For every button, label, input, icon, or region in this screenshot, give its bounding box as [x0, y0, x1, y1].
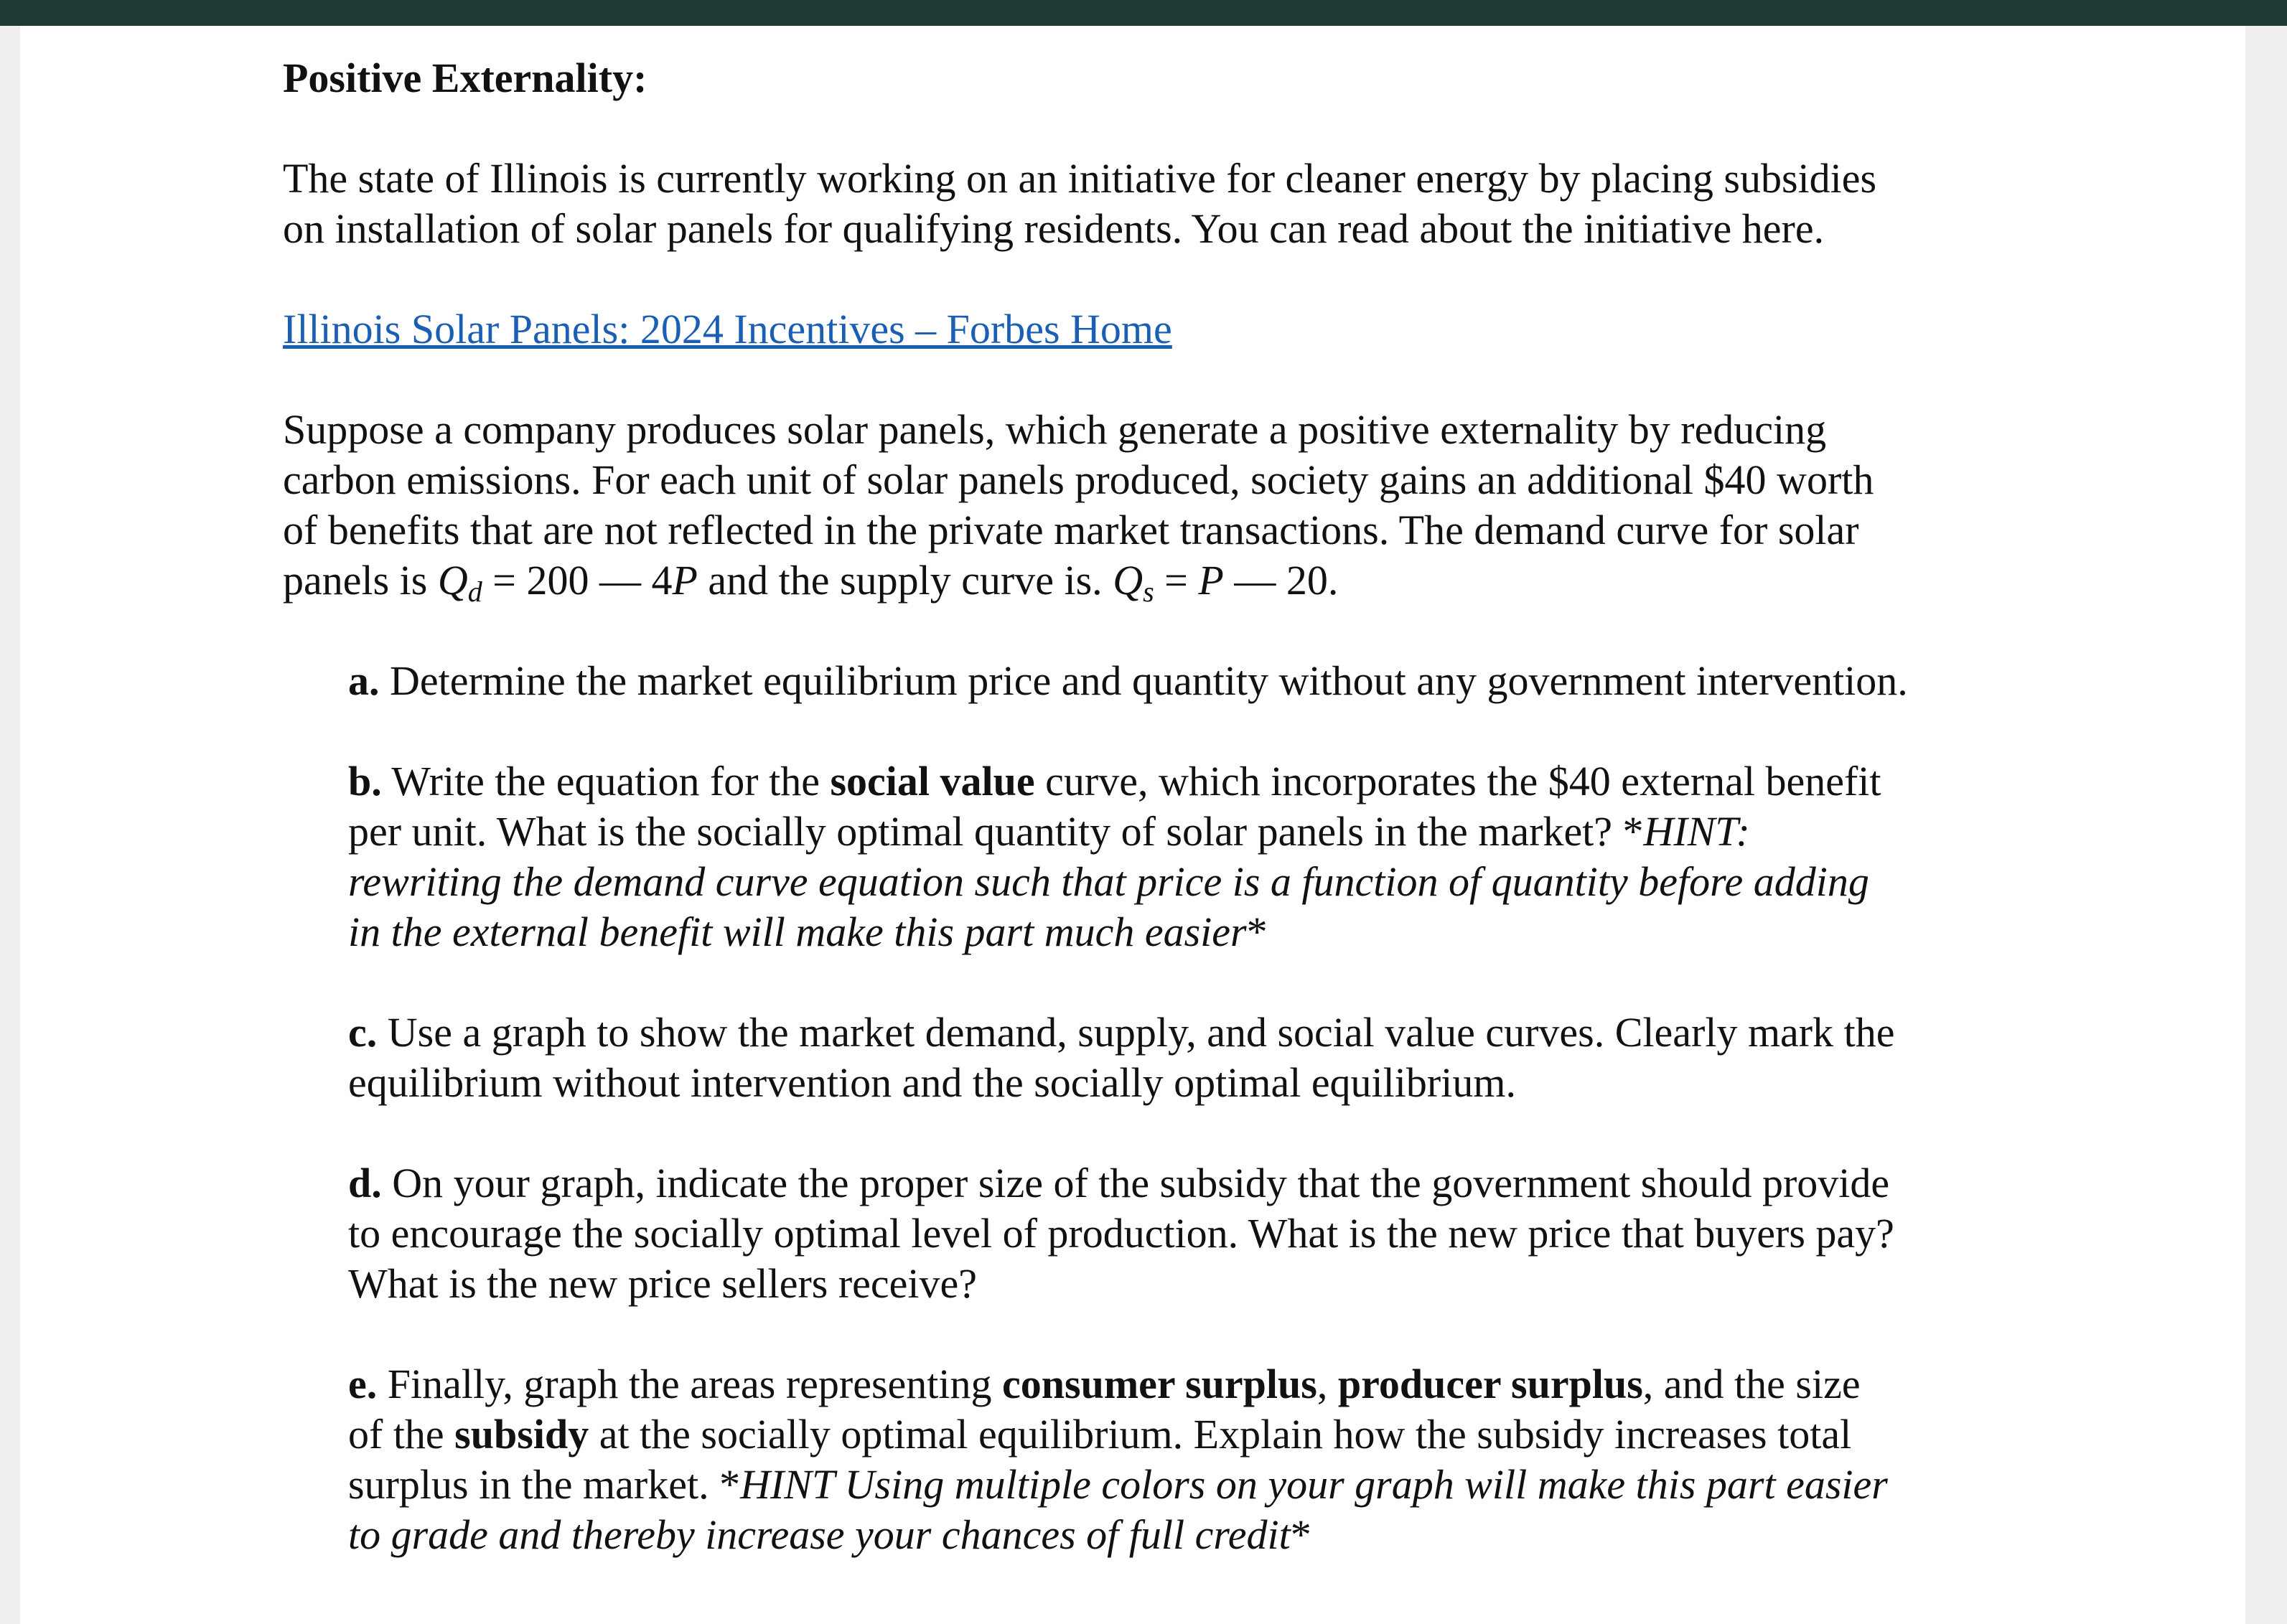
section-heading: Positive Externality: [283, 55, 647, 101]
question-c-line-2: equilibrium without intervention and the socially optimal equilibrium. [348, 1059, 1516, 1106]
question-e-label: e. [348, 1361, 378, 1407]
question-b-hint-label: HINT: [1643, 808, 1750, 855]
supply-subscript: s [1143, 576, 1154, 608]
question-d-line-2: to encourage the socially optimal level of production. What is the new price that buyers pay? [348, 1210, 1894, 1257]
intro-line-1: The state of Illinois is currently working on an initiative for cleaner energy by placing subsidies [283, 155, 1877, 202]
window-top-bar [0, 0, 2287, 26]
question-e-line-2-b: at the socially optimal equilibrium. Explain how the subsidy increases total [589, 1411, 1852, 1458]
forbes-article-link[interactable]: Illinois Solar Panels: 2024 Incentives – Forbes Home [283, 306, 1172, 352]
question-e-text-2: , [1316, 1361, 1338, 1407]
question-e-hint-line-4: to grade and thereby increase your chances of full credit [348, 1511, 1291, 1558]
demand-price-variable: P [672, 557, 698, 604]
question-c-line-1: Use a graph to show the market demand, supply, and social value curves. Clearly mark the [377, 1009, 1895, 1056]
question-a-text: Determine the market equilibrium price and quantity without any government intervention. [379, 657, 1908, 704]
question-e-bold-subsidy: subsidy [454, 1411, 589, 1458]
question-b-hint-line-4: in the external benefit will make this part much easier [348, 909, 1247, 955]
scenario-line-2: carbon emissions. For each unit of solar panels produced, society gains an additional $40 worth [283, 456, 1874, 503]
question-d-line-1: On your graph, indicate the proper size of the subsidy that the government should provide [381, 1160, 1890, 1206]
question-e-text-3: , and the size [1642, 1361, 1861, 1407]
question-b-text-1: Write the equation for the [381, 758, 831, 804]
question-e-bold-consumer-surplus: consumer surplus [1002, 1361, 1317, 1407]
supply-equation-a: = [1154, 557, 1199, 604]
question-d-line-3: What is the new price sellers receive? [348, 1260, 978, 1307]
document-page [20, 26, 2245, 1624]
demand-variable: Q [437, 557, 468, 604]
question-b-text-2: curve, which incorporates the $40 external benefit [1034, 758, 1881, 804]
question-e-bold-producer-surplus: producer surplus [1337, 1361, 1643, 1407]
supply-equation-b: — 20. [1223, 557, 1339, 604]
question-b-hint-line-3: rewriting the demand curve equation such that price is a function of quantity before adding [348, 858, 1869, 905]
question-c [283, 1008, 2049, 1108]
scenario-line-4-mid: and the supply curve is. [697, 557, 1113, 604]
demand-equation: = 200 — 4 [482, 557, 673, 604]
question-d [283, 1158, 2049, 1309]
supply-price-variable: P [1198, 557, 1224, 604]
question-e [283, 1359, 2049, 1560]
scenario-line-4-start: panels is [283, 557, 438, 604]
question-b-bold-term: social value [830, 758, 1035, 804]
scenario-line-1: Suppose a company produces solar panels, which generate a positive externality by reducing [283, 406, 1827, 453]
intro-paragraph [283, 154, 2049, 254]
question-e-line-3-a: surplus in the market. * [348, 1461, 741, 1508]
question-d-label: d. [348, 1160, 382, 1206]
document-content [283, 53, 2049, 1610]
scenario-line-3: of benefits that are not reflected in the private market transactions. The demand curve for solar [283, 507, 1859, 553]
question-a-label: a. [348, 657, 380, 704]
question-a [283, 656, 2049, 706]
question-e-line-2-a: of the [348, 1411, 455, 1458]
question-e-hint-line-3: HINT Using multiple colors on your graph will make this part easier [740, 1461, 1888, 1508]
scenario-paragraph [283, 405, 2049, 606]
question-e-hint-end: * [1290, 1511, 1311, 1558]
supply-variable: Q [1113, 557, 1144, 604]
question-e-text-1: Finally, graph the areas representing [377, 1361, 1003, 1407]
question-c-label: c. [348, 1009, 378, 1056]
question-b-hint-end: * [1246, 909, 1268, 955]
demand-subscript: d [467, 576, 482, 608]
question-b-label: b. [348, 758, 382, 804]
intro-line-2: on installation of solar panels for qualifying residents. You can read about the initiative here. [283, 205, 1825, 252]
question-b-line-2: per unit. What is the socially optimal quantity of solar panels in the market? * [348, 808, 1644, 855]
question-b [283, 756, 2049, 957]
